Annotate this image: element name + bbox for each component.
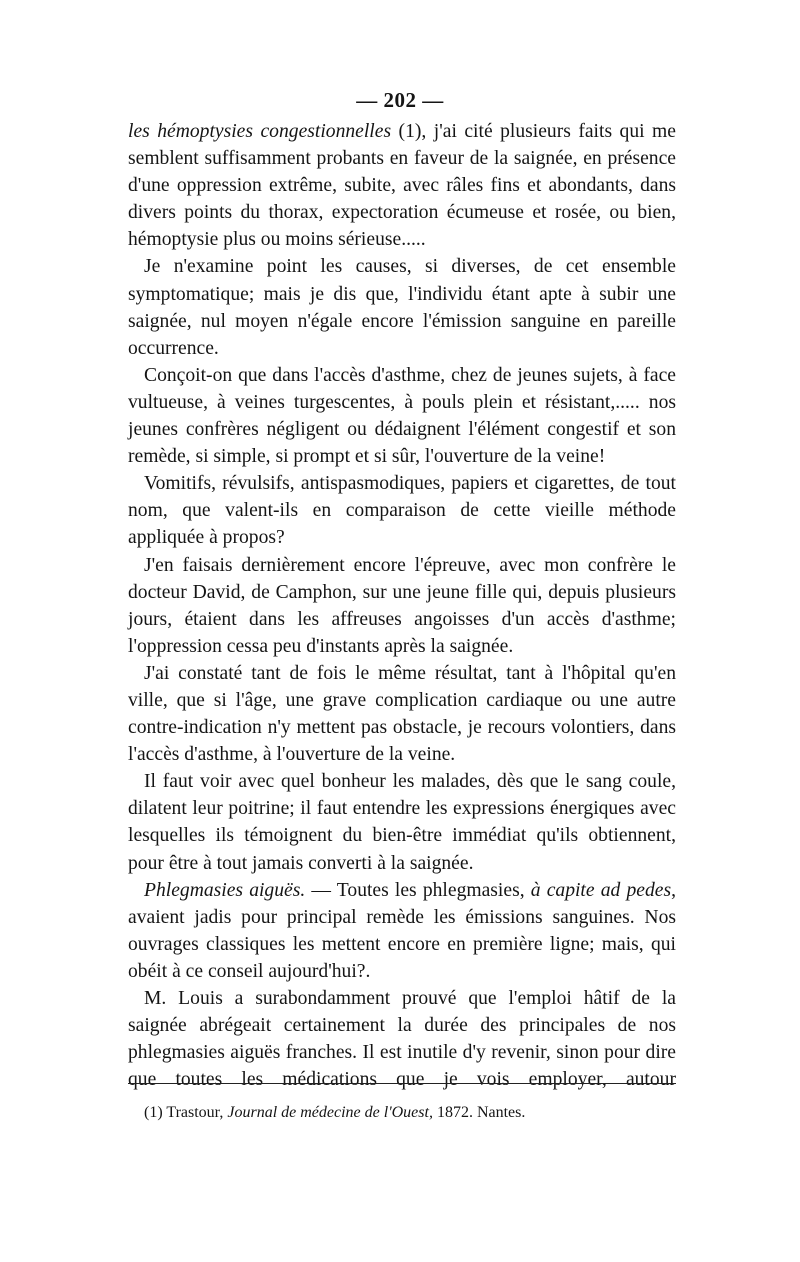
paragraph-2 — [128, 253, 676, 361]
paragraph-8 — [128, 877, 676, 985]
section-heading-italic: Phlegmasies aiguës. — [144, 879, 306, 901]
paragraph-text: J'en faisais dernièrement encore l'épreuve, avec mon confrère le docteur David, de Camphon, sur une jeune fille qui, depuis plusieurs jours, étaient dans les affreuses angoisses d'un accès d'asthme; l'oppression cessa peu d'instants après la saignée. — [128, 554, 676, 657]
paragraph-6 — [128, 660, 676, 768]
paragraph-7 — [128, 768, 676, 876]
paragraph-text: , avaient jadis pour principal remède les émissions sanguines. Nos ouvrages classiques les mettent encore en première ligne; mais, qui obéit à ce conseil aujourd'hui?. — [128, 879, 676, 982]
paragraph-text: Vomitifs, révulsifs, antispasmodiques, papiers et cigarettes, de tout nom, que valent-ils en comparaison de cette vieille méthode appliquée à propos? — [128, 473, 676, 549]
footnote-divider — [128, 1083, 676, 1084]
paragraph-text: Conçoit-on que dans l'accès d'asthme, chez de jeunes sujets, à face vultueuse, à veines turgescentes, à pouls plein et résistant,..... nos jeunes confrères négligent ou dédaignent l'élément congestif et son remède, si simple, si prompt et si sûr, l'ouverture de la veine! — [128, 364, 676, 468]
footnote-details: 1872. Nantes. — [432, 1104, 526, 1121]
page-number: — 202 — — [356, 88, 444, 112]
paragraph-text: Il faut voir avec quel bonheur les malades, dès que le sang coule, dilatent leur poitrine; il faut entendre les expressions énergiques avec lesquelles ils témoignent du bien-être immédiat qu'ils obtiennent, pour être à tout jamais converti à la saignée. — [128, 771, 676, 874]
paragraph-text: M. Louis a surabondamment prouvé que l'emploi hâtif de la saignée abrégeait certainement la durée des principales de nos phlegmasies aiguës franches. Il est inutile d'y revenir, sinon pour dire que toutes les médications que je vois employer, autour — [128, 988, 676, 1091]
paragraph-text: (1), j'ai cité plusieurs faits qui me semblent suffisamment probants en faveur de la saignée, en présence d'une oppression extrême, subite, avec râles fins et abondants, dans divers points du thorax, expectoration écumeuse et rosée, ou bien, hémoptysie plus ou moins sérieuse..... — [128, 121, 676, 251]
paragraph-1 — [128, 118, 676, 253]
latin-phrase-italic: à capite ad pedes — [530, 879, 672, 901]
footnote-journal: Journal de médecine de l'Ouest, — [227, 1104, 433, 1121]
italic-phrase: les hémoptysies congestionnelles — [128, 121, 392, 142]
footnote-author: Trastour, — [162, 1104, 228, 1121]
footnote-marker: (1) — [144, 1104, 163, 1121]
paragraph-5 — [128, 552, 676, 660]
paragraph-text: J'ai constaté tant de fois le même résultat, tant à l'hôpital qu'en ville, que si l'âge, une grave complication cardiaque ou une autre contre-indication n'y mettent pas obstacle, je recours volontiers, dans l'accès d'asthme, à l'ouverture de la veine. — [128, 662, 676, 766]
paragraph-text: — Toutes les phlegmasies, — [305, 879, 531, 901]
footnote — [144, 1102, 664, 1124]
paragraph-3 — [128, 362, 676, 470]
paragraph-text: Je n'examine point les causes, si diverses, de cet ensemble symptomatique; mais je dis que, l'individu étant apte à subir une saignée, nul moyen n'égale encore l'émission sanguine en pareille occurrence. — [128, 256, 676, 359]
paragraph-4 — [128, 470, 676, 551]
body-text — [128, 118, 676, 1093]
paragraph-9 — [128, 985, 676, 1093]
